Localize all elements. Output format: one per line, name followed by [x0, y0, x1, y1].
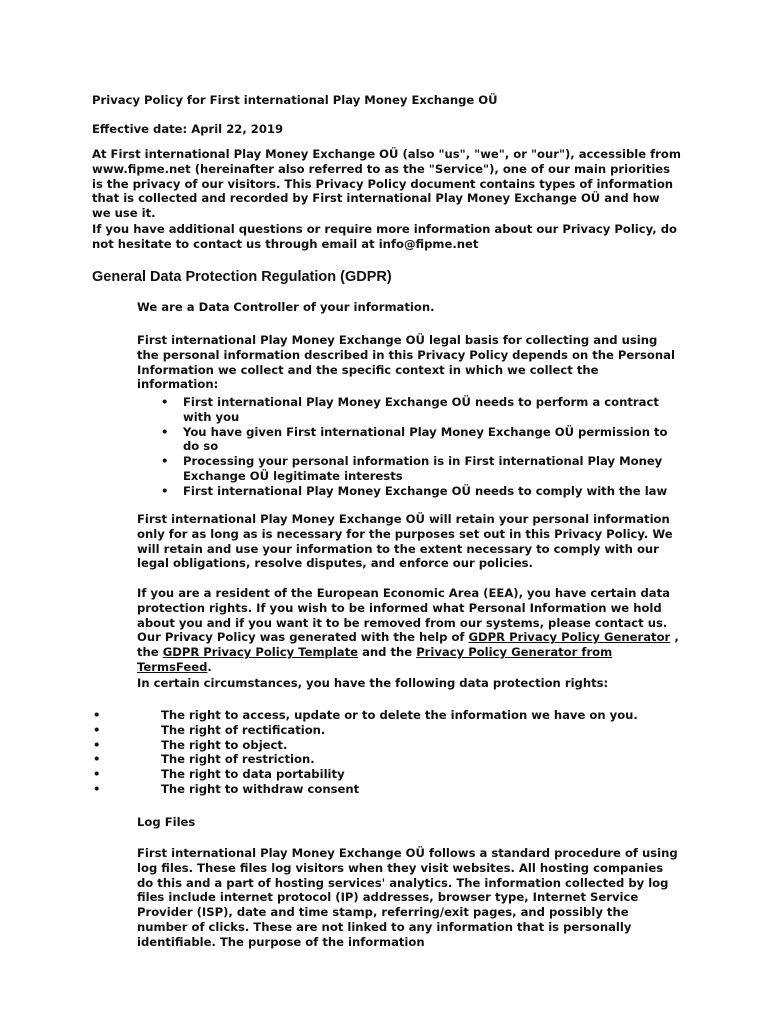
log-files-heading: Log Files	[137, 815, 196, 829]
gdpr-heading: General Data Protection Regulation (GDPR)	[92, 269, 392, 285]
rights-list	[93, 708, 682, 797]
list-item: • The right to access, update or to delete the information we have on you.	[93, 708, 682, 723]
legal-basis-paragraph: First international Play Money Exchange OÜ legal basis for collecting and using the personal information described in this Privacy Policy depends on the Personal Information we collect and the specific context in which we collect the information:	[137, 333, 675, 392]
effective-date: Effective date: April 22, 2019	[92, 122, 284, 136]
eea-text: .	[207, 659, 212, 674]
log-files-paragraph: First international Play Money Exchange OÜ follows a standard procedure of using log files. These files log visitors when they visit websites. All hosting companies do this and a part of hosting services' analytics. The information collected by log files include internet protocol (IP) addresses, browser type, Internet Service Provider (ISP), date and time stamp, referring/exit pages, and possibly the number of clicks. These are not linked to any information that is personally identifiable. The purpose of the information	[137, 846, 678, 949]
list-item: • The right to withdraw consent	[93, 782, 682, 797]
list-item: • First international Play Money Exchange OÜ needs to comply with the law	[137, 484, 682, 499]
document-title: Privacy Policy for First international Play Money Exchange OÜ	[92, 93, 498, 107]
retention-paragraph: First international Play Money Exchange OÜ will retain your personal information only for as long as is necessary for the purposes set out in this Privacy Policy. We will retain and use your information to the extent necessary to comply with our legal obligations, resolve disputes, and enforce our policies.	[137, 512, 673, 571]
list-item: • First international Play Money Exchange OÜ needs to perform a contract with you	[137, 395, 682, 425]
list-item: • The right of restriction.	[93, 752, 682, 767]
contact-paragraph: If you have additional questions or require more information about our Privacy Policy, do not hesitate to contact us through email at info@fipme.net	[92, 222, 678, 251]
eea-text: and the	[358, 645, 417, 660]
list-item: • The right to data portability	[93, 767, 682, 782]
list-item: • The right of rectification.	[93, 723, 682, 738]
rights-intro: In certain circumstances, you have the following data protection rights:	[137, 676, 609, 690]
list-item: • You have given First international Play Money Exchange OÜ permission to do so	[137, 425, 682, 455]
legal-basis-list	[137, 395, 682, 499]
eea-text: , the	[137, 630, 679, 660]
list-item: • The right to object.	[93, 738, 682, 753]
eea-text: If you are a resident of the European Economic Area (EEA), you have certain data protection rights. If you wish to be informed what Personal Information we hold about you and if you want it to be removed from our systems, please contact us. Our Privacy Policy was generated with the help of	[137, 586, 670, 645]
gdpr-generator-link[interactable]: GDPR Privacy Policy Generator	[468, 630, 671, 645]
termsfeed-generator-link[interactable]: Privacy Policy Generator from TermsFeed	[137, 645, 613, 674]
eea-paragraph	[137, 586, 682, 675]
list-item: • Processing your personal information is in First international Play Money Exchange OÜ legitimate interests	[137, 454, 682, 484]
intro-paragraph: At First international Play Money Exchange OÜ (also "us", "we", or "our"), accessible from www.fipme.net (hereinafter also referred to as the "Service"), one of our main priorities is the privacy of our visitors. This Privacy Policy document contains types of information that is collected and recorded by First international Play Money Exchange OÜ and how we use it.	[92, 147, 681, 221]
gdpr-template-link[interactable]: GDPR Privacy Policy Template	[162, 645, 359, 660]
controller-paragraph: We are a Data Controller of your information.	[137, 300, 435, 314]
